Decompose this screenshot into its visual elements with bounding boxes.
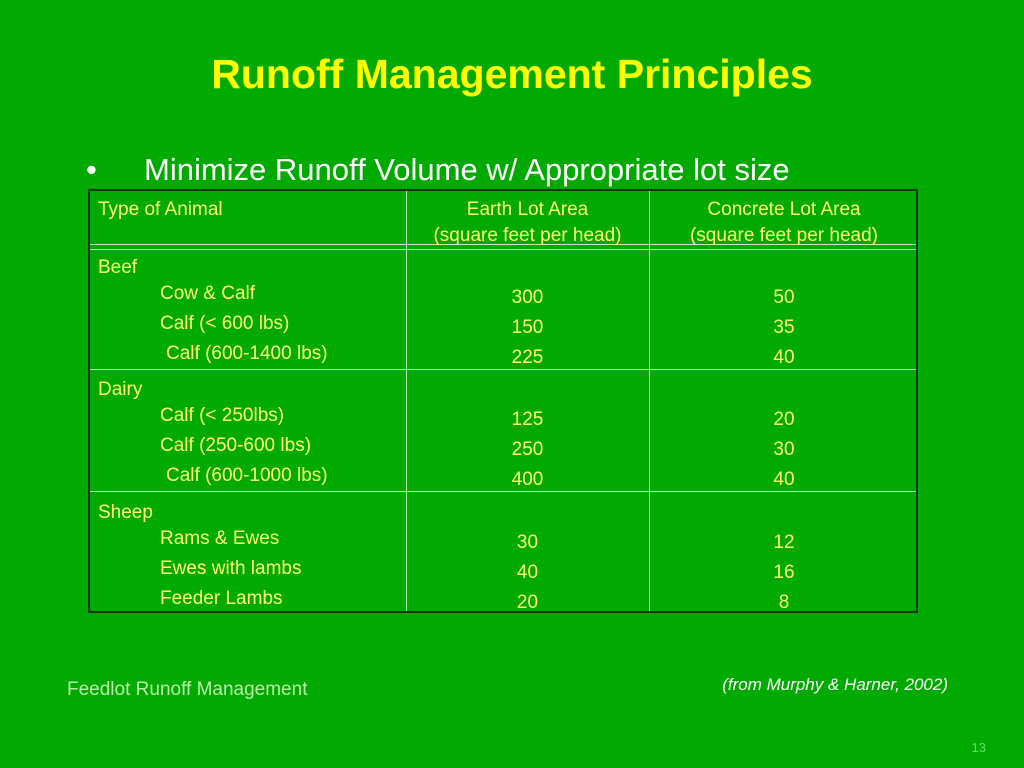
header-earth-lot-area [406,197,649,249]
concrete-value: 8 [778,592,790,613]
earth-value: 150 [511,317,544,338]
animal-label: Ewes with lambs [160,558,302,579]
animal-label: Calf (600-1400 lbs) [166,343,328,364]
header-concrete-line1: Concrete Lot Area [707,199,861,220]
animal-label: Calf (< 250lbs) [160,405,285,426]
header-concrete-line2: (square feet per head) [689,225,878,246]
animal-label: Cow & Calf [160,283,256,304]
earth-value: 400 [511,469,544,490]
concrete-value: 35 [773,317,795,338]
earth-value: 30 [516,532,539,553]
header-earth-line1: Earth Lot Area [466,199,589,220]
citation: (from Murphy & Harner, 2002) [722,675,948,694]
concrete-value: 30 [773,439,795,460]
concrete-value: 12 [773,532,795,553]
animal-label: Calf (250-600 lbs) [160,435,312,456]
concrete-value: 40 [773,347,795,368]
earth-value: 125 [511,409,544,430]
earth-value: 40 [516,562,539,583]
header-type-of-animal: Type of Animal [98,199,223,220]
bullet-dot: • [86,152,97,187]
header-earth-line2: (square feet per head) [433,225,622,246]
group-name-beef: Beef [98,257,138,278]
earth-value: 20 [516,592,539,613]
concrete-value: 20 [773,409,795,430]
header-concrete-lot-area [650,197,918,249]
earth-value: 300 [511,287,544,308]
earth-value: 250 [511,439,544,460]
earth-value: 225 [511,347,544,368]
concrete-value: 16 [773,562,795,583]
concrete-value: 40 [773,469,795,490]
lot-size-table [88,189,918,613]
animal-label: Feeder Lambs [160,588,283,609]
footer-title: Feedlot Runoff Management [67,679,308,700]
animal-label: Calf (< 600 lbs) [160,313,290,334]
concrete-value: 50 [773,287,795,308]
slide-title: Runoff Management Principles [211,51,813,97]
animal-label: Calf (600-1000 lbs) [166,465,328,486]
bullet-text: Minimize Runoff Volume w/ Appropriate lot size [144,152,790,187]
group-name-dairy: Dairy [98,379,143,400]
animal-label: Rams & Ewes [160,528,280,549]
page-number: 13 [971,740,986,755]
group-name-sheep: Sheep [98,502,153,523]
